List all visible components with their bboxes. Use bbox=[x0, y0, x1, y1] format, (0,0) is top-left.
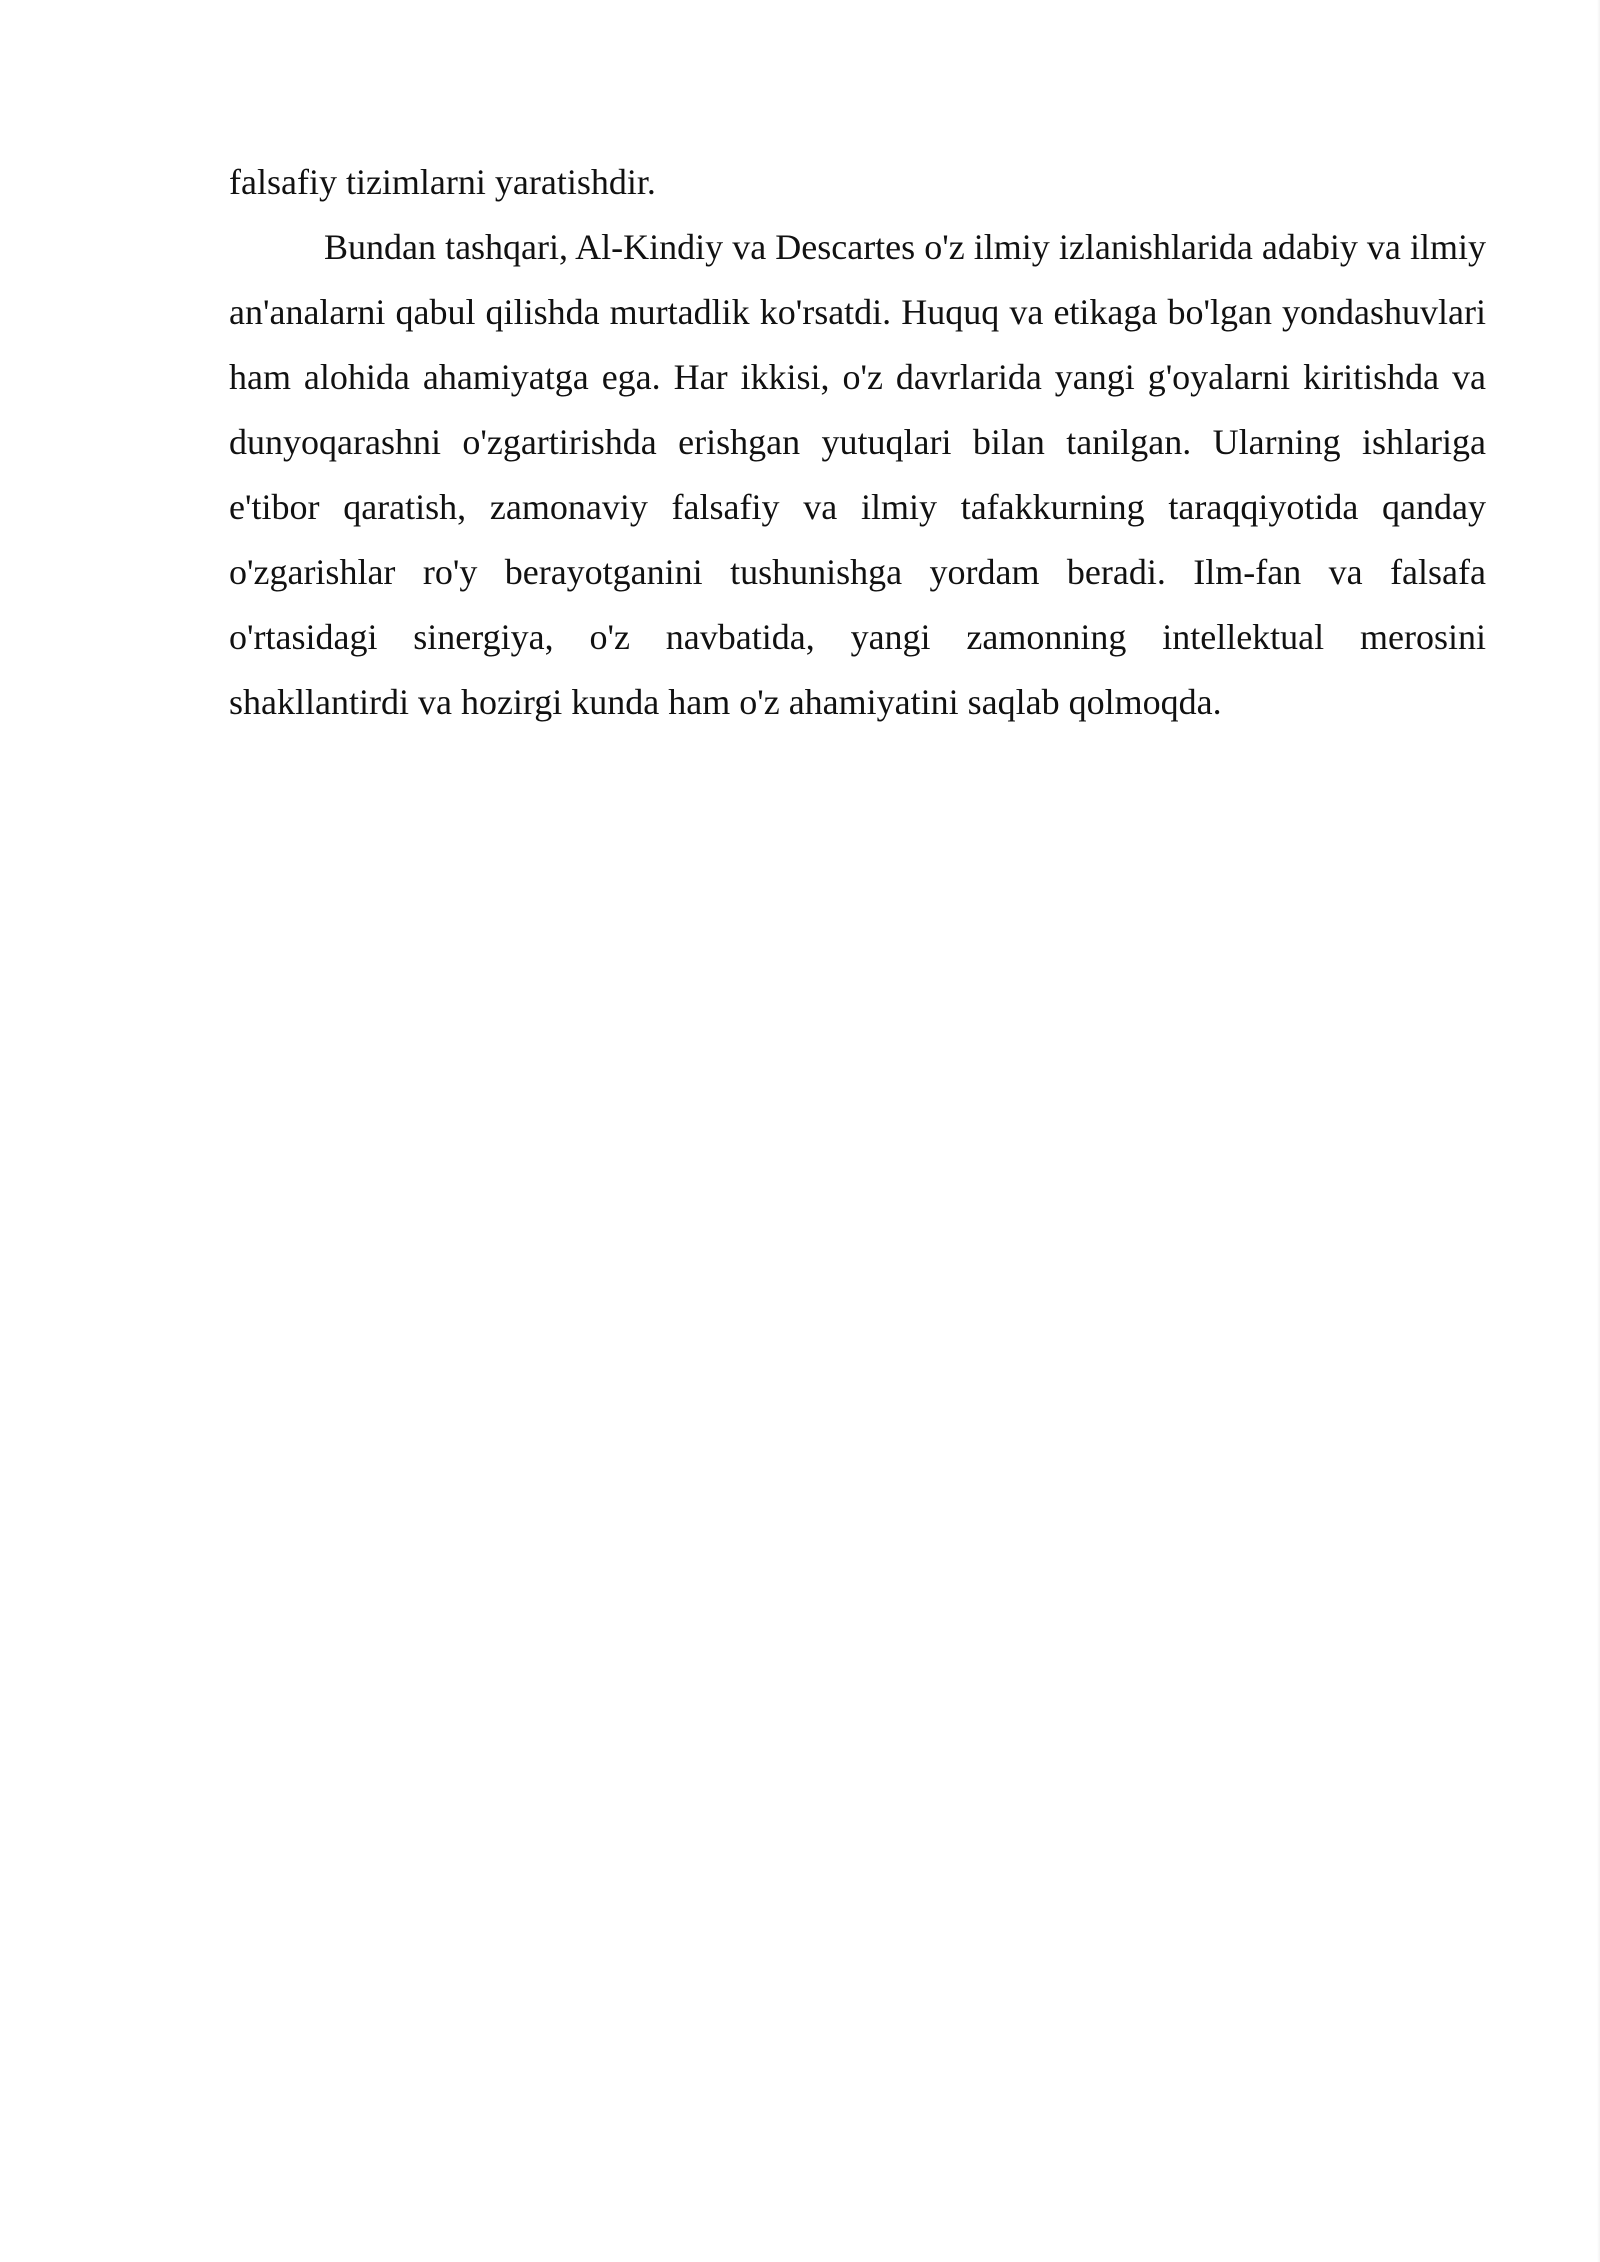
paragraph: Bundan tashqari, Al-Kindiy va Descartes o'z ilmiy izlanishlarida adabiy va ilmiy an'analarni qabul qilishda murtadlik ko'rsatdi. Huquq va etikaga bo'lgan yondashuvlari ham alohida ahamiyatga ega. Har ikkisi, o'z davrlarida yangi g'oyalarni kiritishda va dunyoqarashni o'zgartirishda erishgan yutuqlari bilan tanilgan. Ularning ishlariga e'tibor qaratish, zamonaviy falsafiy va ilmiy tafakkurning taraqqiyotida qanday o'zgarishlar ro'y berayotganini tushunishga yordam beradi. Ilm-fan va falsafa o'rtasidagi sinergiya, o'z navbatida, yangi zamonning intellektual merosini shakllantirdi va hozirgi kunda ham o'z ahamiyatini saqlab qolmoqda. bbox=[229, 227, 1486, 722]
paragraph-continuation: falsafiy tizimlarni yaratishdir. bbox=[229, 162, 656, 202]
body-text bbox=[229, 150, 1486, 735]
